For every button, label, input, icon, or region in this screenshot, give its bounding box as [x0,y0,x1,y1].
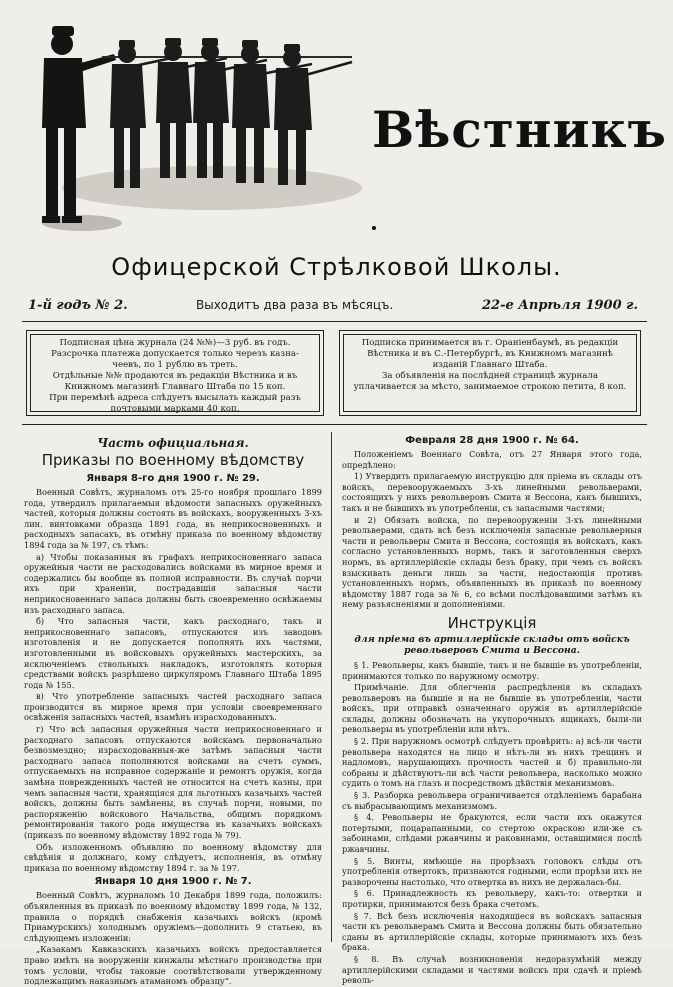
box-text: Разсрочка платежа допускается только черезъ казна-чеевъ, по 1 рублю въ треть. [51,349,299,370]
paragraph: § 2. При наружномъ осмотрѣ слѣдуетъ провѣрить: а) всѣ-ли части револьвера находятся на лицо и нѣтъ-ли въ нихъ трещинъ и надломовъ, нарушающихъ прочность частей и б) правильно-ли собраны и дѣйствуютъ-ли всѣ части револьвера, насколько можно судить о томъ на глазъ и посредствомъ дѣйствія механизмовъ. [342,736,642,789]
soldiers-firing-illustration [22,18,352,233]
masthead-title: Вѣстникъ [372,100,667,159]
paragraph: а) Чтобы показанныя въ графахъ неприкосновеннаго запаса оружейныя части не расходовались войсками въ мирное время и содержались бы вообще въ полной исправности. Въ случаѣ порчи ихъ при храненіи, пострадавшія запасныя части неприкосновеннаго запаса должны быть своевременно освѣжаемы изъ расходнаго запаса. [24,551,322,615]
divider-top [22,321,647,322]
order-date: Января 8-го дня 1900 г. № 29. [86,473,260,484]
box-text: Подписная цѣна журнала (24 №№)—3 руб. въ годъ. [59,338,291,348]
paragraph: г) Что всѣ запасныя оружейныя части неприкосновеннаго и расходнаго запасовъ отпускаются войскамъ первоначально безвозмездно; израсходованныя-же затѣмъ запасныя части расходнаго запаса пополняются войсками на счетъ суммъ, отпускаемыхъ на исправное содержаніе и ремонтъ оружія, когда замѣна поврежденныхъ частей не относится на счетъ казны, при чемъ запасныя части, хранящіяся для льготныхъ казачьихъ частей войскъ, должны быть замѣнены, въ случаѣ порчи, новыми, по распоряженію войскового Начальства, общимъ порядкомъ ремонтированія такого рода имущества въ казачьихъ войскахъ (приказъ по военному вѣдомству 1892 года № 79). [24,724,322,840]
right-column [342,432,642,986]
paragraph: „Казакамъ Кавказскихъ казачьихъ войскъ предоставляется право имѣть на вооруженіи кинжалы мѣстнаго производства при томъ условіи, чтобы таковые соотвѣтствовали утвержденному подлежащимъ наказнымъ атаманомъ образцу“. [24,944,322,987]
paragraph: Объ изложенномъ объявляю по военному вѣдомству для свѣдѣнія и должнаго, кому слѣдуетъ, исполненія, въ отмѣну приказа по военному вѣдомству 1894 г. за № 197. [24,841,322,873]
paragraph: § 4. Револьверы не бракуются, если части ихъ окажутся потертыми, поцарапанными, со стертою окраскою или-же съ забоинами, слѣдами ржавчины и раковинами, оставшимися послѣ ржавчины. [342,812,642,854]
paragraph: § 6. Принадлежность къ револьверу, какъ-то: отвертки и протирки, принимаются безъ брака счетомъ. [342,888,642,909]
publication-subtitle: Офицерской Стрѣлковой Школы. [111,253,562,281]
paragraph: 1) Утвердить прилагаемую инструкцію для пріема въ склады отъ войскъ, перевооружаемыхъ 3-хъ линейными револьверами, состоящихъ у нихъ револьверовъ Смита и Вессона, какъ бывшихъ, такъ и не бывшихъ въ употребленіи, съ запасными частями; [342,471,642,513]
issue-date: 22-е Апрѣля 1900 г. [482,298,638,313]
paragraph: б) Что запасныя части, какъ расходнаго, такъ и неприкосновеннаго запасовъ, отпускаются изъ заводовъ изготовленія и не допускается пополнять ихъ частями, изготовленными въ войсковыхъ оружейныхъ мастерскихъ, за исключеніемъ ствольныхъ накладокъ, изготовлять которыя средствами войскъ разрѣшено циркуляромъ Главнаго Штаба 1895 года № 155. [24,616,322,690]
subscription-box-right [339,330,641,416]
order-date: Января 10 дня 1900 г. № 7. [94,876,252,888]
box-text: При перемѣнѣ адреса слѣдуетъ высылать каждый разъ почтовыми марками 40 коп. [49,393,301,414]
frequency-note: Выходитъ два раза въ мѣсяцъ. [196,298,394,312]
order-date: Февраля 28 дня 1900 г. № 64. [405,435,579,446]
orders-heading: Приказы по военному вѣдомству [41,451,305,469]
box-text: Подписка принимается въ г. Ораніенбаумѣ, въ редакціи Вѣстника и въ С.-Петербургѣ, въ Книжномъ магазинѣ изданій Главнаго Штаба. [361,338,619,370]
paragraph: Примѣчаніе. Для облегченія распредѣленія въ складахъ револьверовъ на бывшіе и на не бывшіе въ употребленіи, части войскъ, при отправкѣ означеннаго оружія въ артиллерійскіе склады, должны обозначать на укупорочныхъ ящикахъ, были-ли револьверы въ употребленіи или нѣтъ. [342,682,642,735]
paragraph: Положеніемъ Военнаго Совѣта, отъ 27 Января этого года, опредѣлено: [342,449,642,470]
column-separator [331,432,332,942]
paragraph: Военный Совѣтъ, журналомъ 10 Декабря 1899 года, положилъ: объявленныя въ приказѣ по военному вѣдомству 1899 года, № 132, правила о порядкѣ снабженія казачьихъ войскъ (кромѣ Приамурскихъ) холоднымъ оружіемъ—дополнить 9 статьею, въ слѣдующемъ изложеніи: [24,890,322,943]
instruction-subtitle: для пріема въ артиллерійскіе склады отъ войскъ револьверовъ Смита и Вессона. [354,633,630,657]
subscription-box-left [26,330,324,416]
section-title: Часть официальная. [97,436,249,450]
paragraph: в) Что употребленіе запасныхъ частей расходнаго запаса производится въ мирное время при условіи своевременнаго освѣженія запасныхъ частей, взамѣнъ израсходованныхъ. [24,691,322,723]
paragraph: § 1. Револьверы, какъ бывшіе, такъ и не бывшіе въ употребленіи, принимаются только по наружному осмотру. [342,659,642,681]
box-text: Отдѣльные №№ продаются въ редакціи Вѣстника и въ Книжномъ магазинѣ Главнаго Штаба по 15 коп. [52,371,298,392]
paragraph: § 7. Всѣ безъ исключенія находящіеся въ войскахъ запасныя части къ револьверамъ Смита и Вессона должны быть обязательно сданы въ артиллерійскіе склады, которые принимаютъ ихъ безъ брака. [342,910,642,953]
paragraph: Военный Совѣтъ, журналомъ отъ 25-го ноября прошлаго 1899 года, утвердилъ прилагаемыя вѣдомости запасныхъ оружейныхъ частей, которыя должны состоять въ войскахъ, вооруженныхъ 3-хъ лин. винтовками образца 1891 года, въ неприкосновенныхъ и расходныхъ запасахъ, въ отмѣну приказа по военному вѣдомству 1894 года за № 197, съ тѣмъ: [24,487,322,550]
paragraph: § 8. Въ случаѣ возникновенія недоразумѣній между артиллерійскими складами и частями войскъ при сдачѣ и пріемѣ револь- [342,953,642,986]
ornament-dot [372,226,376,230]
paragraph: и 2) Обязать войска, по перевооруженіи 3-хъ линейными револьверами, сдать всѣ безъ исключенія запасные револьверныя части и револьверы Смита и Вессона, состоящія въ войскахъ, какъ согласно установленныхъ нормъ, такъ и заготовленныя сверхъ нормъ, въ артиллерійскіе склады безъ браку, при чемъ съ войскъ взыскивать деньги лишь за части, недостающія противъ установленныхъ нормъ, объявленныхъ въ приказѣ по военному вѣдомству 1887 года за № 6, со всѣми послѣдовавшими затѣмъ къ нему разъясненіями и дополненіями. [342,514,642,610]
divider-middle [22,424,647,425]
left-column [24,432,322,987]
year-number: 1-й годъ № 2. [28,298,128,313]
paragraph: § 3. Разборка револьвера ограничивается отдѣленіемъ барабана съ выбрасывающимъ механизмомъ. [342,790,642,811]
paragraph: § 5. Винты, имѣющіе на прорѣзахъ головокъ слѣды отъ употребленія отвертокъ, признаются годными, если прорѣзи ихъ не разворочены настолько, что отвертка въ нихъ не держалась-бы. [342,855,642,887]
instruction-title: Инструкція [447,613,537,632]
box-text: За объявленія на послѣдней страницѣ журнала уплачивается за мѣсто, занимаемое строкою петита, 8 коп. [353,371,627,392]
